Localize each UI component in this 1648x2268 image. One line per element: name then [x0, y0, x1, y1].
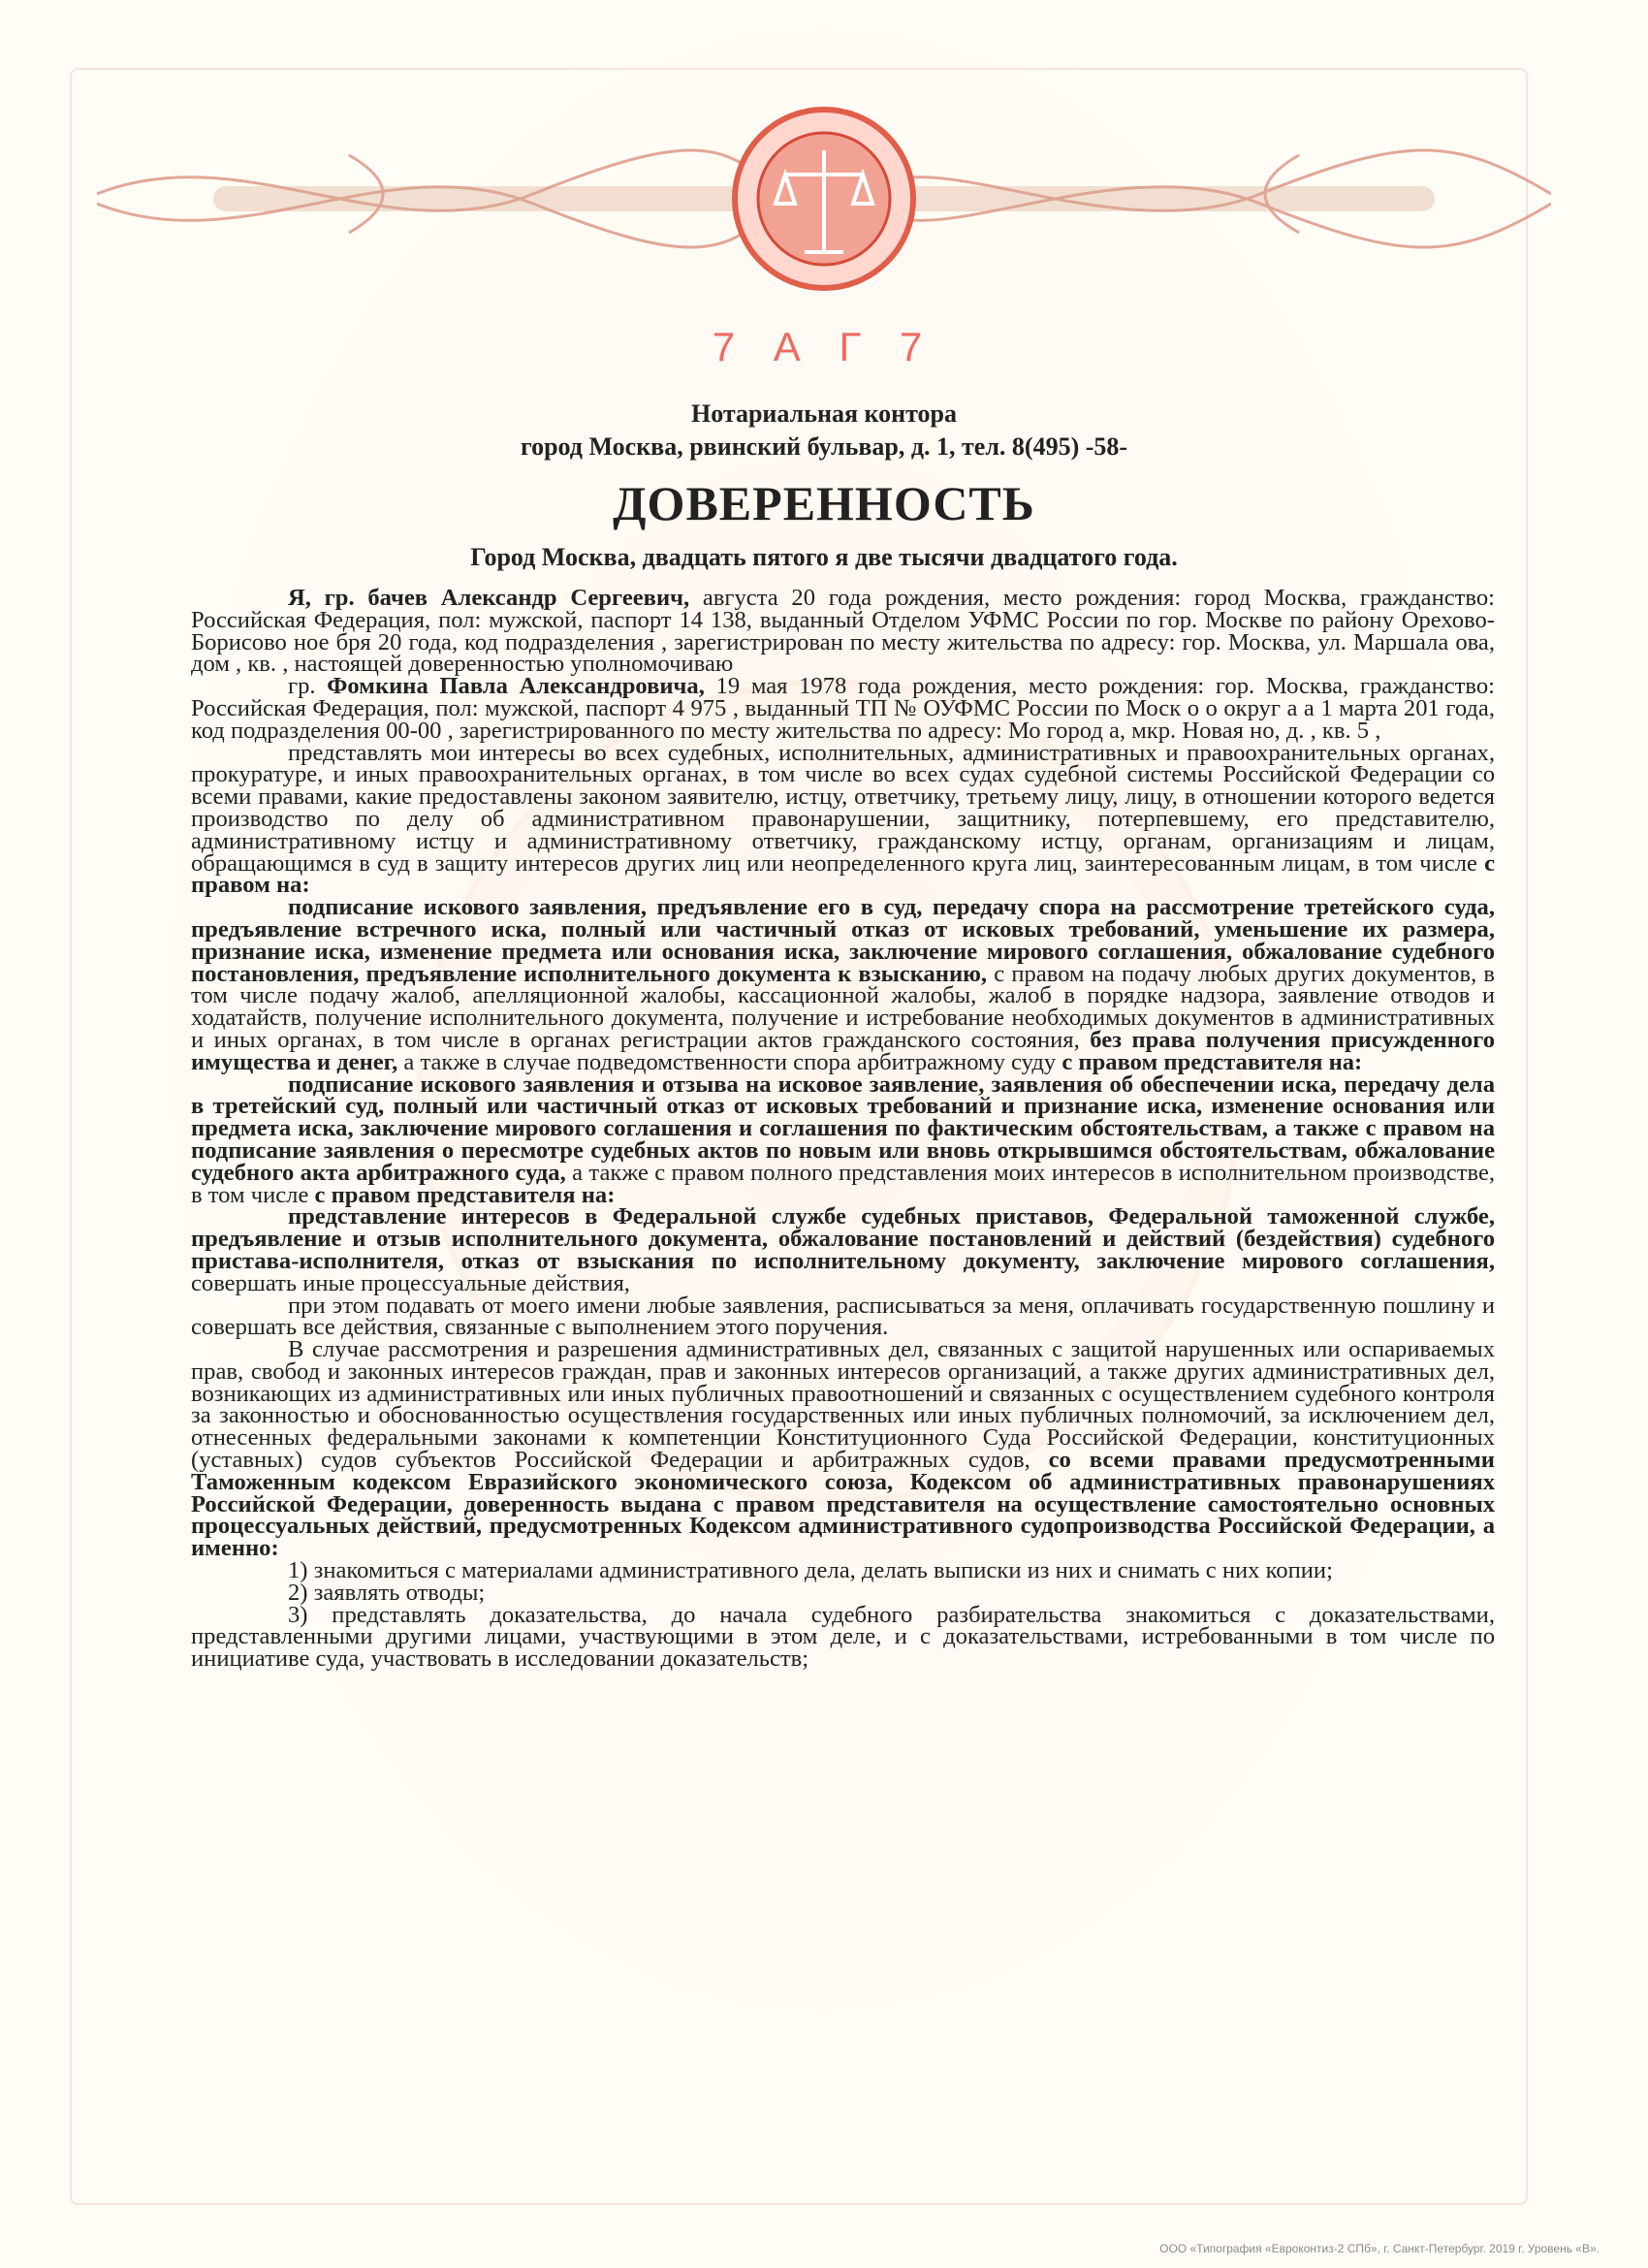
printer-imprint: ООО «Типография «Евроконтиз-2 СПб», г. Санкт-Петербург. 2019 г. Уровень «В».	[1159, 2242, 1600, 2255]
notary-office-address: город Москва, рвинский бульвар, д. 1, тел. 8(495) -58-	[520, 432, 1128, 461]
list-item: 1) знакомиться с материалами административного дела, делать выписки из них и снимать с них копии;	[288, 1557, 1333, 1584]
paragraph-administrative-cases: В случае рассмотрения и разрешения административных дел, связанных с защитой нарушенных или оспариваемых прав, свобод и законных интересов граждан, прав и законных интересов организаций, а также других административных дел, возникающих из административных или иных публичных правоотношений и связанных с осуществлением судебного контроля за законностью и обоснованностью осуществления государственных или иных публичных полномочий, за исключением дел, отнесенных федеральными законами к компетенции Конституционного Суда Российской Федерации, конституционных (уставных) судов субъектов Российской Федерации и арбитражных судов, со всеми правами предусмотренными Таможенным кодексом Евразийского экономического союза, Кодексом об административных правонарушениях Российской Федерации, доверенность выдана с правом представителя на осуществление самостоятельно основных процессуальных действий, предусмотренных Кодексом административного судопроизводства Российской Федерации, а именно:	[191, 1336, 1495, 1562]
list-item: 2) заявлять отводы;	[288, 1579, 486, 1606]
paragraph-enforcement-rights: представление интересов в Федеральной службе судебных приставов, Федеральной таможенной службе, предъявление и отзыв исполнительного документа, обжалование постановлений и действий (бездействия) судебного пристава-исполнителя, отказ от взыскания по исполнительному документу, заключение мирового соглашения, совершать иные процессуальные действия,	[191, 1203, 1495, 1296]
paragraph-court-rights: подписание искового заявления, предъявление его в суд, передачу спора на рассмотрение третейского суда, предъявление встречного иска, полный или частичный отказ от исковых требований, уменьшение их размера, признание иска, изменение предмета или основания иска, заключение мирового соглашения, обжалование судебного постановления, предъявление исполнительного документа к взысканию, с правом на подачу любых других документов, в том числе подачу жалоб, апелляционной жалобы, кассационной жалобы, жалоб в порядке надзора, заявление отводов и ходатайств, получение исполнительного документа, получение и истребование необходимых документов в административных и иных органах, в том числе в органах регистрации актов гражданского состояния, без права получения присужденного имущества и денег, а также в случае подведомственности спора арбитражному суду с правом представителя на:	[191, 894, 1496, 1075]
list-item: 3) представлять доказательства, до начала судебного разбирательства знакомиться с доказательствами, представленными другими лицами, участвующими в этом деле, и с доказательствами, истребованными в том числе по инициативе суда, участвовать в исследовании доказательств;	[191, 1601, 1495, 1673]
paragraph-principal: Я, гр. бачев Александр Сергеевич, августа 20 года рождения, место рождения: город Москва, гражданство: Российская Федерация, пол: мужской, паспорт 14 138, выданный Отделом УФМС России по гор. Москве по району Орехово-Борисово ное бря 20 года, код подразделения , зарегистрирован по месту жительства по адресу: гор. Москва, ул. Маршала ова, дом , кв. , настоящей доверенностью уполномочиваю	[191, 585, 1496, 678]
notary-emblem-ornament	[97, 97, 1551, 291]
document-body	[191, 585, 1496, 1673]
place-and-date: Город Москва, двадцать пятого я две тысячи двадцатого года.	[470, 543, 1178, 571]
paragraph-scope: представлять мои интересы во всех судебных, исполнительных, административных и правоохранительных органах, прокуратуре, и иных правоохранительных органах, в том числе во всех судах судебной системы Российской Федерации со всеми правами, какие предоставлены законом заявителю, истцу, ответчику, третьему лицу, лицу, в отношении которого ведется производство по делу об административном правонарушении, защитнику, потерпевшему, его представителю, административному истцу и административному ответчику, гражданскому истцу, органам, организациям и лицам, обращающимся в суд в защиту интересов других лиц или неопределенного круга лиц, заинтересованным лицам, в том числе с правом на:	[191, 739, 1495, 899]
form-serial-number: 7 А Г 7	[712, 324, 936, 369]
notary-office-name: Нотариальная контора	[690, 399, 958, 428]
paragraph-arbitration-rights: подписание искового заявления и отзыва на исковое заявление, заявления об обеспечении иска, передачу дела в третейский суд, полный или частичный отказ от исковых требований и признание иска, изменение основания или предмета иска, заключение мирового соглашения и соглашения по фактическим обстоятельствам, а также с правом на подписание заявления о пересмотре судебных актов по новым или вновь открывшимся обстоятельствам, обжалование судебного акта арбитражного суда, а также с правом полного представления моих интересов в исполнительном производстве, в том числе с правом представителя на:	[191, 1070, 1496, 1208]
paragraph-representative: гр. Фомкина Павла Александровича, 19 мая 1978 года рождения, место рождения: гор. Москва, гражданство: Российская Федерация, пол: мужской, паспорт 4 975 , выданный ТП № ОУФМС России по Моск о о округ а а 1 марта 201 года, код подразделения 00-00 , зарегистрированного по месту жительства по адресу: Мо город а, мкр. Новая но, д. , кв. 5 ,	[191, 673, 1495, 744]
paragraph-general-powers: при этом подавать от моего имени любые заявления, расписываться за меня, оплачивать государственную пошлину и совершать все действия, связанные с выполнением этого поручения.	[191, 1292, 1495, 1341]
document-title: ДОВЕРЕННОСТЬ	[613, 476, 1035, 530]
